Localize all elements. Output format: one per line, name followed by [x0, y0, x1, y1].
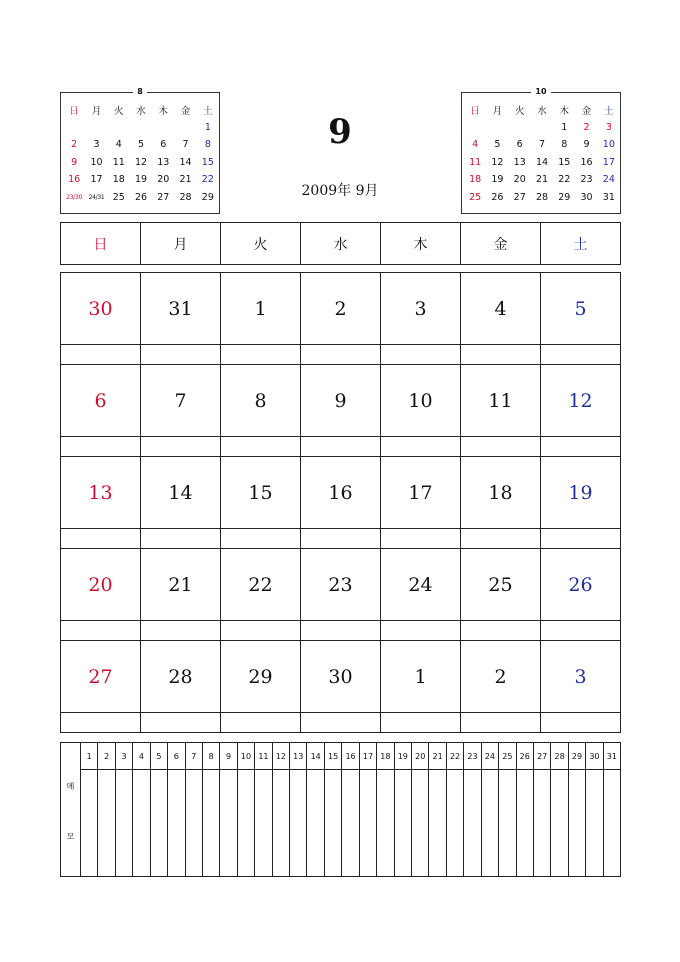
day-cell[interactable]: 9	[301, 365, 381, 436]
memo-day-number: 21	[429, 743, 445, 770]
mini-day: 10	[90, 156, 103, 168]
note-cell[interactable]	[221, 713, 301, 732]
memo-day-column	[273, 743, 290, 876]
mini-day: 28	[179, 191, 192, 203]
mini-day: 13	[157, 156, 170, 168]
note-cell[interactable]	[221, 621, 301, 640]
day-cell[interactable]: 14	[141, 457, 221, 528]
memo-table	[60, 742, 621, 877]
note-cell[interactable]	[61, 713, 141, 732]
mini-day: 20	[513, 174, 526, 186]
memo-day-column	[220, 743, 237, 876]
day-cell[interactable]: 17	[381, 457, 461, 528]
note-cell[interactable]	[221, 437, 301, 456]
mini-weekday: 火	[114, 105, 124, 117]
mini-day: 26	[135, 191, 148, 203]
mini-day: 30	[580, 191, 593, 203]
note-cell[interactable]	[221, 529, 301, 548]
memo-day-column	[395, 743, 412, 876]
note-row	[61, 620, 620, 640]
mini-day: 27	[513, 191, 526, 203]
mini-day: 19	[491, 174, 504, 186]
memo-day-number: 17	[360, 743, 376, 770]
mini-weekday: 月	[91, 105, 102, 117]
memo-day-column	[342, 743, 359, 876]
memo-day-column	[604, 743, 620, 876]
day-cell[interactable]: 13	[61, 457, 141, 528]
mini-day: 6	[516, 139, 523, 151]
weekday-sunday: 日	[61, 223, 141, 264]
note-cell[interactable]	[141, 437, 221, 456]
memo-day-column	[377, 743, 394, 876]
note-row	[61, 436, 620, 456]
memo-day-column	[133, 743, 150, 876]
memo-label	[61, 743, 81, 876]
memo-day-column	[186, 743, 203, 876]
mini-day: 28	[535, 191, 549, 203]
mini-day: 29	[558, 191, 571, 203]
memo-day-column	[151, 743, 168, 876]
mini-day: 25	[469, 191, 482, 203]
memo-day-cell[interactable]	[273, 770, 289, 876]
day-cell[interactable]: 30	[61, 273, 141, 344]
mini-day: 3	[605, 121, 612, 133]
mini-day: 29	[201, 191, 214, 203]
day-cell[interactable]: 12	[568, 389, 593, 412]
mini-day: 26	[491, 191, 504, 203]
weekday-header	[60, 222, 621, 265]
memo-day-number: 6	[168, 743, 184, 770]
note-cell[interactable]	[61, 437, 141, 456]
mini-weekday: 木	[559, 105, 570, 117]
mini-weekday: 土	[604, 105, 614, 117]
memo-day-number: 22	[447, 743, 463, 770]
mini-day: 16	[68, 174, 81, 186]
day-cell[interactable]: 6	[61, 365, 141, 436]
day-cell[interactable]: 28	[141, 641, 221, 712]
memo-day-cell[interactable]	[133, 770, 149, 876]
memo-day-column	[255, 743, 272, 876]
memo-day-cell[interactable]	[342, 770, 358, 876]
memo-day-number: 4	[133, 743, 149, 770]
mini-day: 1	[561, 121, 568, 133]
memo-day-cell[interactable]	[116, 770, 132, 876]
mini-weekday: 金	[581, 105, 592, 117]
memo-day-column	[447, 743, 464, 876]
memo-day-number: 26	[517, 743, 533, 770]
mini-day: 9	[583, 139, 590, 151]
mini-day: 7	[182, 139, 189, 151]
day-cell[interactable]: 27	[61, 641, 141, 712]
memo-day-cell[interactable]	[186, 770, 202, 876]
memo-day-number: 5	[151, 743, 167, 770]
memo-day-cell[interactable]	[151, 770, 167, 876]
note-cell[interactable]	[541, 713, 620, 732]
memo-day-number: 27	[534, 743, 550, 770]
day-cell[interactable]: 2	[301, 273, 381, 344]
memo-day-cell[interactable]	[238, 770, 254, 876]
mini-day: 19	[135, 174, 148, 186]
memo-day-column	[499, 743, 516, 876]
mini-weekday: 金	[180, 105, 191, 117]
memo-day-cell[interactable]	[499, 770, 515, 876]
mini-weekday: 月	[492, 105, 503, 117]
note-row	[61, 344, 620, 364]
weekday-friday: 金	[461, 223, 541, 264]
memo-day-cell[interactable]	[551, 770, 567, 876]
memo-day-column	[482, 743, 499, 876]
memo-day-number: 8	[203, 743, 219, 770]
day-cell[interactable]: 2	[461, 641, 541, 712]
memo-day-number: 30	[586, 743, 602, 770]
calendar-grid	[60, 272, 621, 733]
day-cell[interactable]: 3	[574, 665, 587, 688]
weekday-thursday: 木	[381, 223, 461, 264]
note-cell[interactable]	[301, 713, 381, 732]
day-cell[interactable]: 22	[221, 549, 301, 620]
mini-day: 18	[112, 174, 125, 186]
note-cell[interactable]	[141, 529, 221, 548]
mini-weekday: 水	[136, 105, 146, 117]
day-cell[interactable]: 3	[381, 273, 461, 344]
memo-day-cell[interactable]	[81, 770, 97, 876]
day-cell[interactable]: 1	[381, 641, 461, 712]
note-cell[interactable]	[381, 437, 461, 456]
memo-label-bottom: 모	[66, 832, 75, 841]
note-cell[interactable]	[221, 345, 301, 364]
day-cell[interactable]: 7	[141, 365, 221, 436]
mini-day: 2	[71, 139, 78, 151]
day-cell[interactable]: 5	[574, 297, 587, 320]
mini-week-row	[464, 154, 620, 172]
note-cell[interactable]	[541, 345, 620, 364]
day-cell[interactable]: 8	[221, 365, 301, 436]
memo-day-column	[464, 743, 481, 876]
memo-day-column	[569, 743, 586, 876]
memo-day-cell[interactable]	[325, 770, 341, 876]
mini-day: 12	[491, 156, 504, 168]
memo-day-column	[534, 743, 551, 876]
memo-day-cell[interactable]	[517, 770, 533, 876]
memo-day-number: 14	[307, 743, 323, 770]
mini-week-row	[63, 154, 219, 172]
note-cell[interactable]	[381, 713, 461, 732]
mini-day: 14	[535, 156, 549, 168]
note-cell[interactable]	[461, 529, 541, 548]
memo-day-number: 31	[604, 743, 620, 770]
memo-day-number: 11	[255, 743, 271, 770]
note-cell[interactable]	[461, 621, 541, 640]
memo-day-cell[interactable]	[447, 770, 463, 876]
memo-day-number: 12	[273, 743, 289, 770]
memo-day-cell[interactable]	[168, 770, 184, 876]
mini-day: 17	[90, 174, 103, 186]
day-cell[interactable]: 16	[301, 457, 381, 528]
memo-day-number: 28	[551, 743, 567, 770]
memo-day-number: 13	[290, 743, 306, 770]
memo-day-column	[116, 743, 133, 876]
note-cell[interactable]	[61, 621, 141, 640]
memo-day-column	[517, 743, 534, 876]
memo-day-cell[interactable]	[255, 770, 271, 876]
memo-day-cell[interactable]	[395, 770, 411, 876]
week-row	[61, 365, 620, 457]
day-cell[interactable]: 25	[461, 549, 541, 620]
year-month-label: 2009年 9月	[301, 183, 379, 199]
memo-day-cell[interactable]	[98, 770, 114, 876]
weekday-monday: 月	[141, 223, 221, 264]
mini-day: 15	[558, 156, 571, 168]
memo-day-column	[412, 743, 429, 876]
note-cell[interactable]	[541, 437, 620, 456]
day-cell[interactable]: 15	[221, 457, 301, 528]
note-cell[interactable]	[461, 345, 541, 364]
day-cell[interactable]: 19	[568, 481, 593, 504]
memo-day-column	[238, 743, 255, 876]
note-cell[interactable]	[141, 621, 221, 640]
memo-day-cell[interactable]	[412, 770, 428, 876]
day-cell[interactable]: 10	[381, 365, 461, 436]
weekday-saturday: 土	[573, 236, 588, 253]
mini-weekday: 水	[537, 105, 547, 117]
mini-day: 24	[602, 174, 615, 186]
day-cell[interactable]: 23	[301, 549, 381, 620]
day-cell[interactable]: 20	[61, 549, 141, 620]
note-cell[interactable]	[141, 713, 221, 732]
memo-day-column	[290, 743, 307, 876]
mini-day: 8	[204, 139, 211, 151]
mini-day: 5	[494, 139, 501, 151]
mini-day: 15	[201, 156, 214, 168]
memo-day-column	[325, 743, 342, 876]
mini-day: 11	[112, 156, 125, 168]
day-cell[interactable]: 11	[461, 365, 541, 436]
weekday-tuesday: 火	[221, 223, 301, 264]
memo-day-column	[429, 743, 446, 876]
mini-day: 8	[561, 139, 568, 151]
note-cell[interactable]	[61, 529, 141, 548]
memo-day-number: 24	[482, 743, 498, 770]
day-cell[interactable]: 21	[141, 549, 221, 620]
mini-day: 4	[115, 139, 122, 151]
mini-day: 31	[602, 191, 615, 203]
memo-day-cell[interactable]	[586, 770, 602, 876]
mini-calendar-prev-label: 8	[133, 87, 147, 96]
day-cell[interactable]: 31	[141, 273, 221, 344]
mini-day: 21	[179, 174, 192, 186]
memo-day-number: 9	[220, 743, 236, 770]
day-cell[interactable]: 1	[221, 273, 301, 344]
memo-day-cell[interactable]	[290, 770, 306, 876]
day-cell[interactable]: 24	[381, 549, 461, 620]
note-cell[interactable]	[381, 621, 461, 640]
mini-day: 25	[112, 191, 125, 203]
mini-day: 21	[535, 174, 549, 186]
week-row	[61, 641, 620, 732]
note-cell[interactable]	[381, 529, 461, 548]
note-row	[61, 528, 620, 548]
mini-day: 9	[71, 156, 78, 168]
memo-day-number: 25	[499, 743, 515, 770]
memo-day-number: 2	[98, 743, 114, 770]
week-row	[61, 457, 620, 549]
note-cell[interactable]	[461, 437, 541, 456]
memo-day-column	[307, 743, 324, 876]
memo-columns	[81, 743, 620, 876]
memo-day-number: 15	[325, 743, 341, 770]
memo-day-cell[interactable]	[360, 770, 376, 876]
note-cell[interactable]	[301, 621, 381, 640]
note-cell[interactable]	[141, 345, 221, 364]
memo-day-number: 29	[569, 743, 585, 770]
memo-day-column	[98, 743, 115, 876]
memo-day-column	[168, 743, 185, 876]
memo-day-number: 3	[116, 743, 132, 770]
mini-day: 27	[157, 191, 170, 203]
memo-day-cell[interactable]	[569, 770, 585, 876]
memo-day-cell[interactable]	[482, 770, 498, 876]
mini-day: 22	[201, 174, 214, 186]
memo-day-column	[203, 743, 220, 876]
mini-day: 17	[602, 156, 615, 168]
memo-day-cell[interactable]	[220, 770, 236, 876]
memo-day-number: 7	[186, 743, 202, 770]
mini-day: 14	[179, 156, 192, 168]
note-cell[interactable]	[301, 529, 381, 548]
note-cell[interactable]	[541, 529, 620, 548]
memo-day-column	[586, 743, 603, 876]
mini-weekday: 日	[470, 105, 480, 117]
day-cell[interactable]: 4	[461, 273, 541, 344]
day-cell[interactable]: 18	[461, 457, 541, 528]
mini-day: 4	[472, 139, 479, 151]
mini-day: 23/30	[66, 193, 83, 201]
note-cell[interactable]	[301, 437, 381, 456]
mini-day: 22	[558, 174, 571, 186]
mini-day: 11	[469, 156, 482, 168]
memo-day-column	[81, 743, 98, 876]
note-cell[interactable]	[61, 345, 141, 364]
memo-day-cell[interactable]	[203, 770, 219, 876]
day-cell[interactable]: 30	[301, 641, 381, 712]
day-cell[interactable]: 26	[568, 573, 593, 596]
memo-day-cell[interactable]	[307, 770, 323, 876]
mini-weekday: 土	[203, 105, 213, 117]
memo-day-column	[551, 743, 568, 876]
week-row	[61, 273, 620, 365]
mini-day: 7	[538, 139, 545, 151]
mini-day: 5	[138, 139, 145, 151]
memo-day-cell[interactable]	[604, 770, 620, 876]
mini-day: 3	[93, 139, 100, 151]
memo-day-number: 20	[412, 743, 428, 770]
memo-day-cell[interactable]	[429, 770, 445, 876]
mini-day: 2	[583, 121, 590, 133]
note-cell[interactable]	[461, 713, 541, 732]
mini-day: 6	[160, 139, 167, 151]
memo-day-number: 19	[395, 743, 411, 770]
memo-day-cell[interactable]	[464, 770, 480, 876]
memo-day-number: 23	[464, 743, 480, 770]
note-row	[61, 712, 620, 732]
memo-day-number: 1	[81, 743, 97, 770]
note-cell[interactable]	[381, 345, 461, 364]
mini-day: 20	[157, 174, 170, 186]
weekday-wednesday: 水	[301, 223, 381, 264]
mini-day: 1	[204, 121, 211, 133]
memo-day-cell[interactable]	[534, 770, 550, 876]
note-cell[interactable]	[301, 345, 381, 364]
week-row	[61, 549, 620, 641]
note-cell[interactable]	[541, 621, 620, 640]
memo-label-top: 메	[66, 782, 75, 791]
mini-day: 16	[580, 156, 593, 168]
mini-day: 24/31	[88, 193, 105, 201]
mini-day: 10	[602, 139, 615, 151]
mini-day: 12	[135, 156, 148, 168]
mini-weekday: 火	[514, 105, 525, 117]
mini-day: 23	[580, 174, 593, 186]
mini-day: 13	[513, 156, 526, 168]
mini-weekday: 日	[69, 105, 79, 117]
memo-day-number: 10	[238, 743, 254, 770]
day-cell[interactable]: 29	[221, 641, 301, 712]
memo-day-column	[360, 743, 377, 876]
mini-day: 18	[469, 174, 482, 186]
memo-day-cell[interactable]	[377, 770, 393, 876]
month-number: 9	[328, 112, 352, 152]
memo-day-number: 18	[377, 743, 393, 770]
memo-day-number: 16	[342, 743, 358, 770]
mini-weekday: 木	[158, 105, 169, 117]
mini-calendar-next-label: 10	[531, 87, 550, 96]
